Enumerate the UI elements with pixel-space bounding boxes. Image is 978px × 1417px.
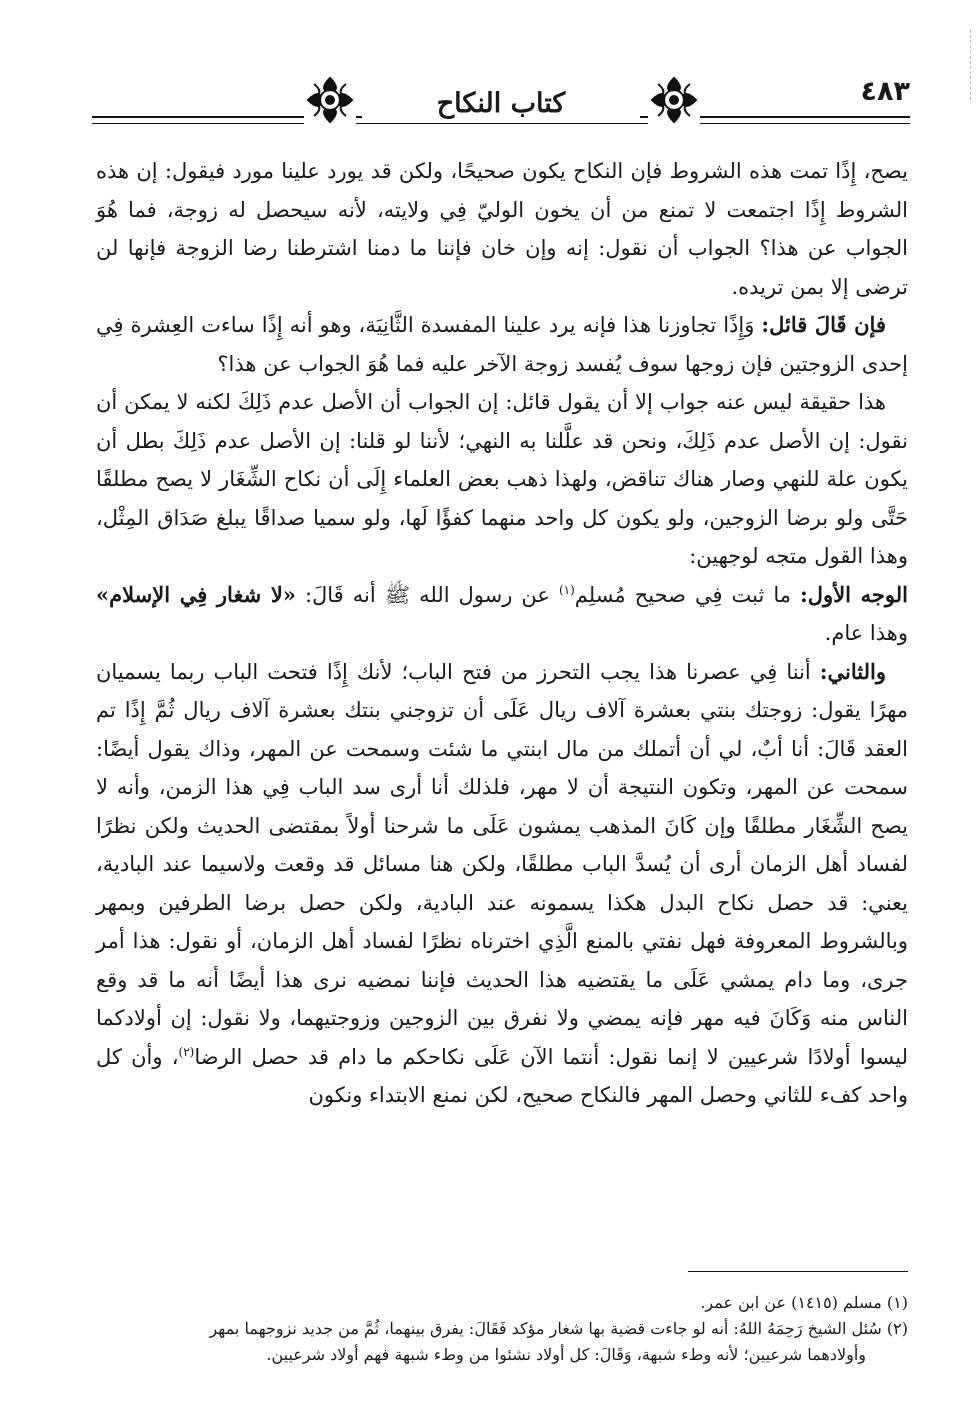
paragraph-3: هذا حقيقة ليس عنه جواب إلا أن يقول قائل: إن الجواب أن الأصل عدم ذَلِكَ لكنه لا يمكن أن نقول: إن الأصل عدم ذَلِكَ، ونحن قد علَّلنا به النهي؛ لأننا لو قلنا: إن الأصل عدم ذَلِكَ بطل أن يكون علة للنهي وصار هناك تناقض، ولهذا ذهب بعض العلماء إِلَى أن نكاح الشِّغَار لا يصح مطلقًا حَتَّى ولو برضا الزوجين، ولو يكون كل واحد منهما كفؤًا لَها، ولو سميا صداقًا يبلغ صَدَاق المِثْل، وهذا القول متجه لوجهين: (96, 390, 908, 568)
book-title: كتاب النكاح (362, 86, 640, 122)
footnote-2-line-2: وأولادهما شرعيين؛ لأنه وطء شبهة، وَقَالَ: كل أولاد نشئوا من وطء شبهة فهم أولاد شرعيين. (266, 1345, 866, 1364)
page-header (92, 66, 910, 136)
paragraph-2 (96, 306, 908, 383)
paragraph-5-lead: والثاني: (819, 658, 886, 684)
main-text (96, 152, 908, 1115)
crop-mark (970, 30, 972, 100)
paragraph-2-text: وَإِذًا تجاوزنا هذا فإنه يرد علينا المفسدة الثَّانِيَة، وهو أنه إِذًا ساءت العِشرة فِي إحدى الزوجتين فإن زوجها سوف يُفسد زوجة الآخر عليه فما هُوَ الجواب عن هذا؟ (96, 313, 908, 376)
arabesque-ornament-icon (304, 74, 356, 126)
paragraph-4-text-2: عن رسول الله ﷺ أنه قَالَ: (295, 582, 559, 607)
paragraph-4-lead: الوجه الأول: (800, 581, 908, 607)
paragraph-5-end: ، وأن كل واحد كفء للثاني وحصل المهر فالنكاح صحيح، لكن نمنع الابتداء ونكون (96, 1044, 908, 1107)
footnotes (96, 1290, 908, 1368)
paragraph-5-text: أننا فِي عصرنا هذا يجب التحرز من فتح الباب؛ لأنك إِذًا فتحت الباب ربما يسميان مهرًا يقول: زوجتك بنتي بعشرة آلاف ريال عَلَى أن تزوجني بنتك بعشرة آلاف ريال ثُمَّ إِذًا تم العقد قَالَ: أنا أبٌ، لي أن أتملك من مال ابنتي ما شئت وسمحت عن المهر، وذاك يقول أيضًا: سمحت عن المهر، وتكون النتيجة أن لا مهر، فلذلك أنا أرى سد الباب فِي هذا الزمن، وأنه لا يصح الشِّغَار مطلقًا وإن كَانَ المذهب يمشون عَلَى ما شرحنا أولاً بمقتضى الحديث ولكن نظرًا لفساد أهل الزمان أرى أن يُسدَّ الباب مطلقًا، ولكن هنا مسائل قد وقعت ولاسيما عند البادية، يعني: قد حصل نكاح البدل هكذا يسمونه عند البادية، ولكن حصل برضا الطرفين وبمهر وبالشروط المعروفة فهل نفتي بالمنع الَّذِي اخترناه نظرًا لفساد أهل الزمان، أو نقول: هذا أمر جرى، وما دام يمشي عَلَى ما يقتضيه هذا الحديث فإننا نمضيه نرى هذا أيضًا أنه ما قد وقع الناس منه وَكَانَ فيه مهر فإنه يمضي ولا نفرق بين الزوجين وزوجتيهما، ولا نقول: إن أولادكما ليسوا أولادًا شرعيين لا إنما نقول: أنتما الآن عَلَى نكاحكم ما دام قد حصل الرضا (96, 659, 909, 1069)
paragraph-1: يصح، إِذًا تمت هذه الشروط فإن النكاح يكون صحيحًا، ولكن قد يورد علينا مورد فيقول: إن هذه الشروط إِذًا اجتمعت لا تمنع من أن يخون الوليّ فِي ولايته، لأنه سيحصل له زوجة، فما هُوَ الجواب عن هذا؟ الجواب أن نقول: إنه وإن خان فإننا ما دمنا اشترطنا رضا الزوجة فإنها لن ترضى إلا بمن تريده. (96, 159, 908, 299)
footnote-rule (688, 1271, 908, 1272)
page-number: ٤٨٣ (860, 76, 910, 107)
footnote-2-line-1: (٢) سُئل الشيخ رَحِمَهُ اللهُ: أنه لو جاءت قضية بها شغار مؤكد فَقَالَ: يفرق بينهما، ثُمَّ من جديد نزوجهما بمهر (209, 1319, 908, 1338)
paragraph-4 (96, 576, 908, 653)
paragraph-4-end: وهذا عام. (824, 621, 908, 645)
arabesque-ornament-icon (648, 74, 700, 126)
paragraph-4-text: ما ثبت فِي صحيح مُسلِم (574, 582, 801, 607)
footnote-ref-2[interactable]: (٢) (178, 1044, 195, 1059)
paragraph-2-lead: فإن قَالَ قائل: (761, 312, 886, 337)
hadith-quote: «لا شغار فِي الإسلام» (96, 581, 296, 607)
footnote-ref-1[interactable]: (١) (558, 582, 575, 597)
footnote-1: (١) مسلم (١٤١٥) عن ابن عمر. (700, 1293, 908, 1312)
paragraph-5 (96, 653, 908, 1115)
